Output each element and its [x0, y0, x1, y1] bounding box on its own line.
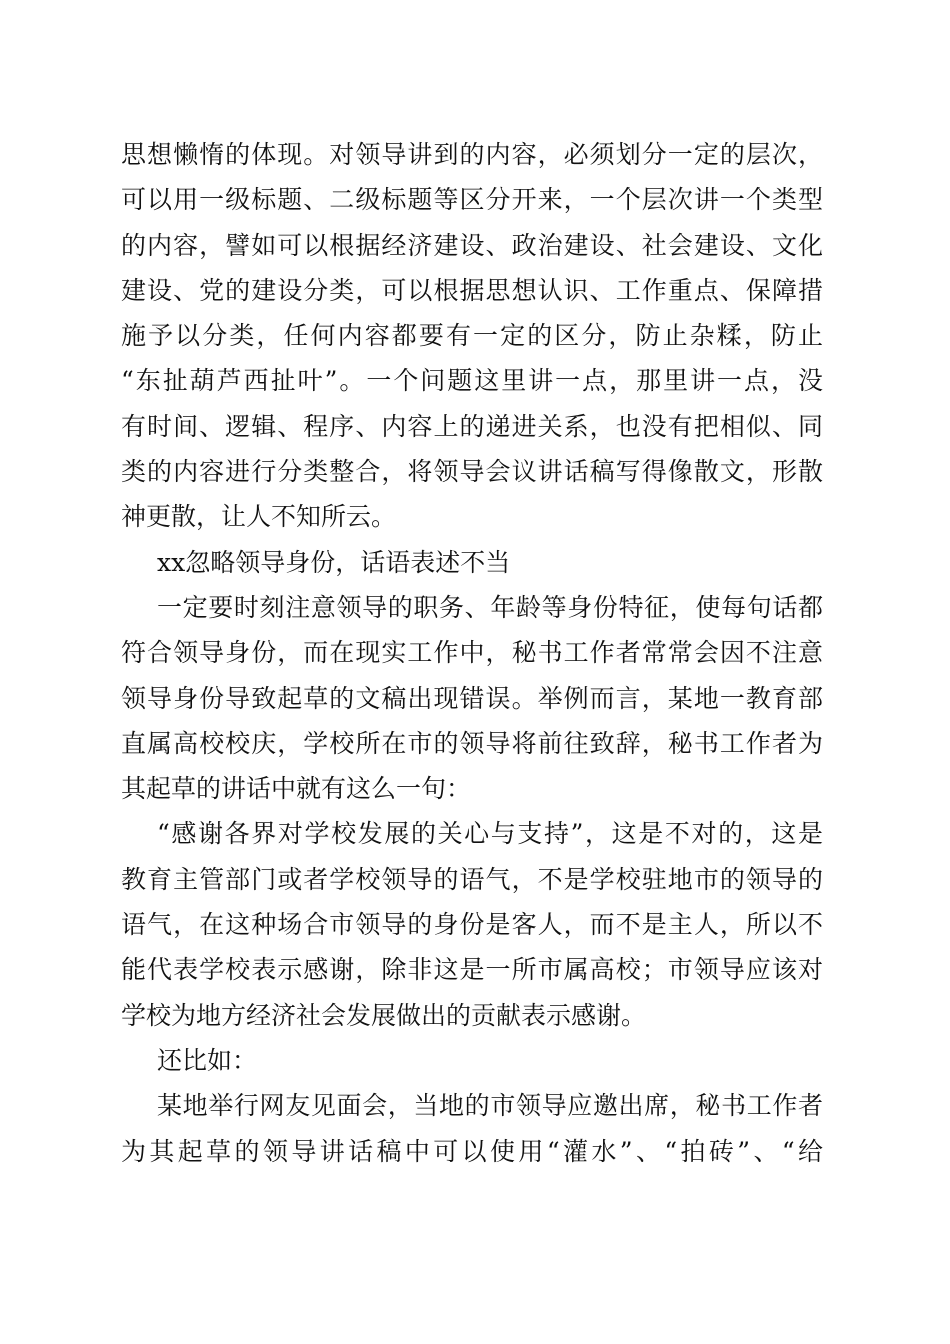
text-line: 神更散，让人不知所云。 — [121, 502, 397, 532]
text-line: 其起草的讲话中就有这么一句： — [121, 774, 472, 804]
text-line: 施予以分类，任何内容都要有一定的区分，防止杂糅，防止 — [121, 321, 823, 351]
text-line: 可以用一级标题、二级标题等区分开来，一个层次讲一个类型 — [121, 185, 823, 215]
text-line: 语气，在这种场合市领导的身份是客人，而不是主人，所以不 — [121, 910, 823, 940]
text-line: 还比如： — [157, 1045, 258, 1075]
text-line: 学校为地方经济社会发展做出的贡献表示感谢。 — [121, 1000, 647, 1030]
text-line: 教育主管部门或者学校领导的语气，不是学校驻地市的领导的 — [121, 864, 823, 894]
text-line: 有时间、逻辑、程序、内容上的递进关系，也没有把相似、同 — [121, 411, 823, 441]
text-line: xx忽略领导身份，话语表述不当 — [157, 547, 511, 577]
text-line: 的内容，譬如可以根据经济建设、政治建设、社会建设、文化 — [121, 230, 823, 260]
document-body — [121, 132, 823, 1174]
text-line: “感谢各界对学校发展的关心与支持”，这是不对的，这是 — [157, 819, 823, 849]
text-line: 能代表学校表示感谢，除非这是一所市属高校；市领导应该对 — [121, 955, 823, 985]
text-line: 符合领导身份，而在现实工作中，秘书工作者常常会因不注意 — [121, 638, 823, 668]
text-line: 建设、党的建设分类，可以根据思想认识、工作重点、保障措 — [121, 275, 823, 305]
text-line: 类的内容进行分类整合，将领导会议讲话稿写得像散文，形散 — [121, 457, 823, 487]
text-line: 领导身份导致起草的文稿出现错误。举例而言，某地一教育部 — [121, 683, 823, 713]
text-line: 思想懒惰的体现。对领导讲到的内容，必须划分一定的层次， — [121, 140, 823, 169]
text-line: 某地举行网友见面会，当地的市领导应邀出席，秘书工作者 — [157, 1091, 823, 1121]
text-line: 为其起草的领导讲话稿中可以使用“灌水”、“拍砖”、“给 — [121, 1136, 823, 1166]
text-line: “东扯葫芦西扯叶”。一个问题这里讲一点，那里讲一点，没 — [121, 366, 823, 396]
text-line: 直属高校校庆，学校所在市的领导将前往致辞，秘书工作者为 — [121, 728, 823, 758]
text-line: 一定要时刻注意领导的职务、年龄等身份特征，使每句话都 — [157, 592, 823, 622]
